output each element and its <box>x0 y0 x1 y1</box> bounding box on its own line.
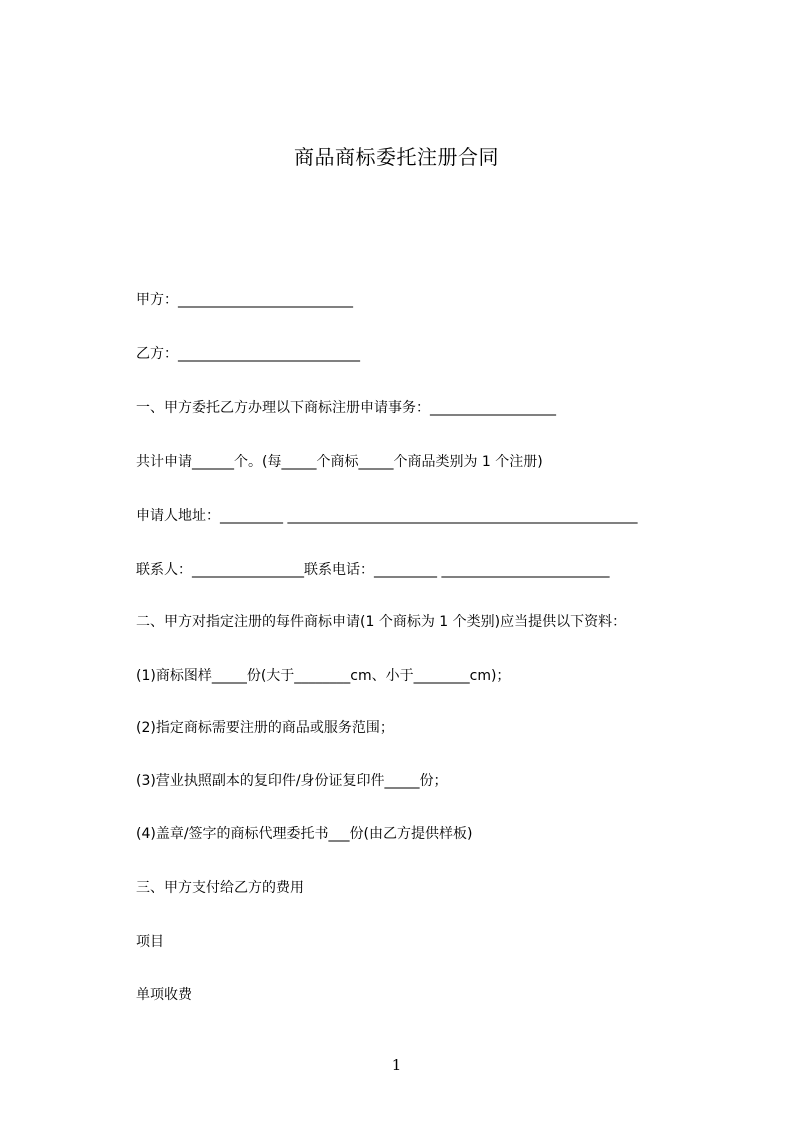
section-three-heading: 三、甲方支付给乙方的费用 <box>136 880 304 896</box>
party-b-line: 乙方：__________________________ <box>136 346 360 362</box>
application-count-line: 共计申请______个。(每_____个商标_____个商品类别为 1 个注册) <box>136 454 543 470</box>
party-a-line: 甲方：_________________________ <box>136 292 353 308</box>
fee-column-unit-charge: 单项收费 <box>136 987 192 1003</box>
material-item-3: (3)营业执照副本的复印件/身份证复印件_____份； <box>136 773 448 789</box>
material-item-1: (1)商标图样_____份(大于________cm、小于________cm)； <box>136 668 511 684</box>
applicant-address-line: 申请人地址：_________ __________________________________________________ <box>136 508 638 524</box>
contact-line: 联系人：________________联系电话：_________ ________________________ <box>136 562 610 578</box>
section-one-heading: 一、甲方委托乙方办理以下商标注册申请事务：__________________ <box>136 400 556 416</box>
fee-column-item: 项目 <box>136 934 164 950</box>
document-title: 商品商标委托注册合同 <box>294 145 499 169</box>
material-item-2: (2)指定商标需要注册的商品或服务范围； <box>136 720 394 736</box>
page-number: 1 <box>391 1056 402 1074</box>
material-item-4: (4)盖章/签字的商标代理委托书___份(由乙方提供样板) <box>136 826 473 842</box>
section-two-heading: 二、甲方对指定注册的每件商标申请(1 个商标为 1 个类别)应当提供以下资料： <box>136 614 627 630</box>
